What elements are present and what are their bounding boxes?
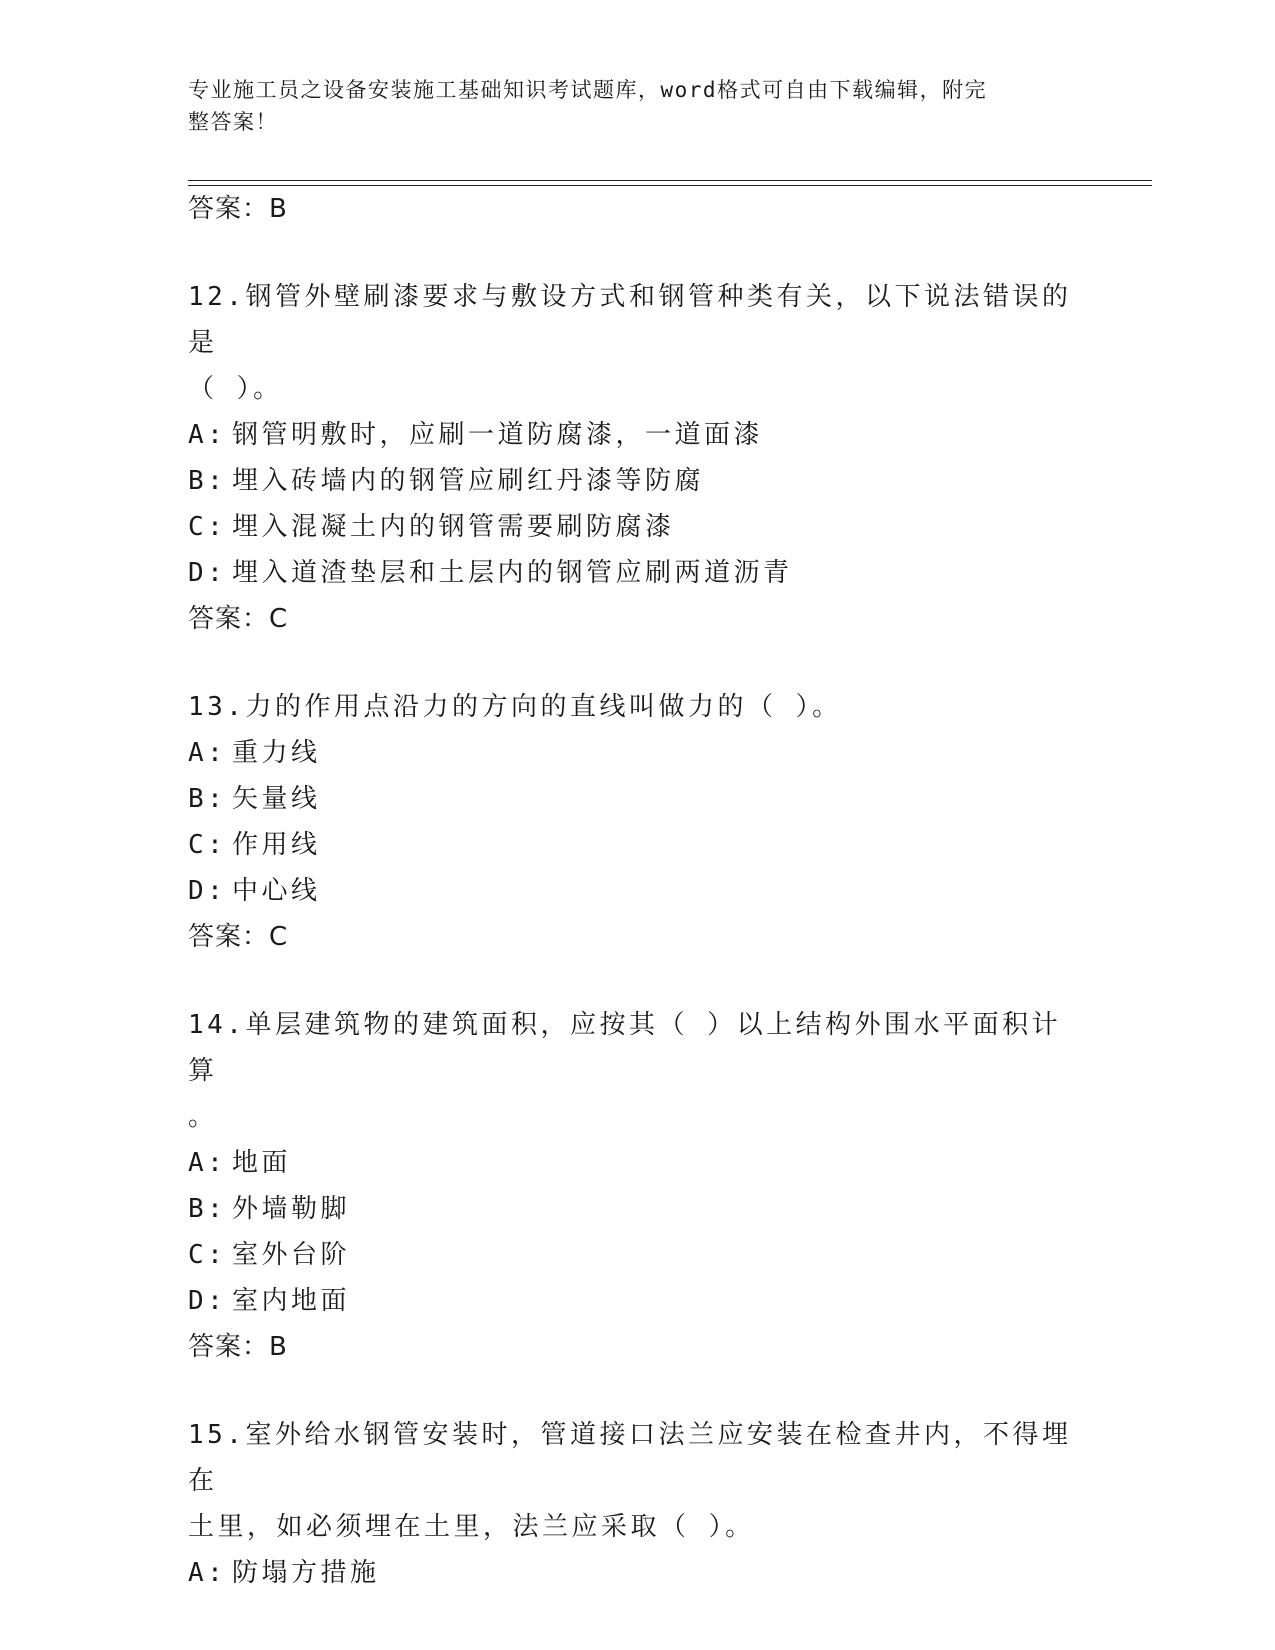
option-text: 防塌方措施 (232, 1558, 380, 1588)
option-text: 外墙勒脚 (232, 1194, 351, 1224)
stem-line-1: 12.钢管外壁刷漆要求与敷设方式和钢管种类有关，以下说法错误的是 (188, 282, 1072, 358)
header-line-2: 整答案！ (188, 110, 278, 134)
question-15 (188, 1412, 1088, 1596)
option-a (188, 730, 1088, 776)
option-key: D: (188, 876, 227, 906)
option-text: 埋入砖墙内的钢管应刷红丹漆等防腐 (232, 466, 705, 496)
document-header (188, 74, 1078, 138)
previous-answer: 答案：B (188, 194, 288, 224)
option-key: C: (188, 512, 227, 542)
question-14 (188, 1002, 1088, 1370)
option-key: A: (188, 1148, 227, 1178)
option-c (188, 822, 1088, 868)
option-a (188, 1140, 1088, 1186)
option-key: A: (188, 420, 227, 450)
option-text: 重力线 (232, 738, 321, 768)
option-text: 室内地面 (232, 1286, 351, 1316)
question-stem (188, 274, 1088, 412)
option-text: 钢管明敷时，应刷一道防腐漆，一道面漆 (232, 420, 764, 450)
answer: 答案：C (188, 604, 289, 634)
option-text: 矢量线 (232, 784, 321, 814)
option-key: D: (188, 1286, 227, 1316)
option-key: B: (188, 784, 227, 814)
option-text: 埋入道渣垫层和土层内的钢管应刷两道沥青 (232, 558, 793, 588)
stem-line-2: 。 (188, 1102, 218, 1132)
option-key: D: (188, 558, 227, 588)
option-text: 作用线 (232, 830, 321, 860)
option-d (188, 1278, 1088, 1324)
option-d (188, 868, 1088, 914)
option-a (188, 1550, 1088, 1596)
option-b (188, 776, 1088, 822)
option-c (188, 504, 1088, 550)
option-a (188, 412, 1088, 458)
header-line-1: 专业施工员之设备安装施工基础知识考试题库，word格式可自由下载编辑，附完 (188, 78, 988, 102)
answer: 答案：C (188, 922, 289, 952)
header-divider-top (188, 180, 1152, 181)
option-b (188, 1186, 1088, 1232)
option-key: B: (188, 466, 227, 496)
option-key: A: (188, 1558, 227, 1588)
question-stem (188, 1002, 1088, 1140)
stem-line-1: 13.力的作用点沿力的方向的直线叫做力的（ ）。 (188, 692, 842, 722)
stem-line-1: 15.室外给水钢管安装时，管道接口法兰应安装在检查井内，不得埋在 (188, 1420, 1072, 1496)
answer: 答案：B (188, 1332, 288, 1362)
question-13 (188, 684, 1088, 960)
option-text: 室外台阶 (232, 1240, 351, 1270)
question-12 (188, 274, 1088, 642)
option-text: 中心线 (232, 876, 321, 906)
option-c (188, 1232, 1088, 1278)
option-text: 地面 (232, 1148, 292, 1178)
option-key: C: (188, 830, 227, 860)
question-stem (188, 1412, 1088, 1550)
option-key: A: (188, 738, 227, 768)
option-b (188, 458, 1088, 504)
option-text: 埋入混凝土内的钢管需要刷防腐漆 (232, 512, 675, 542)
stem-line-2: （ ）。 (188, 374, 283, 404)
option-d (188, 550, 1088, 596)
option-key: B: (188, 1194, 227, 1224)
question-stem (188, 684, 1088, 730)
option-key: C: (188, 1240, 227, 1270)
stem-line-2: 土里，如必须埋在土里，法兰应采取（ ）。 (188, 1512, 755, 1542)
stem-line-1: 14.单层建筑物的建筑面积，应按其（ ）以上结构外围水平面积计算 (188, 1010, 1062, 1086)
question-list (188, 186, 1088, 1596)
